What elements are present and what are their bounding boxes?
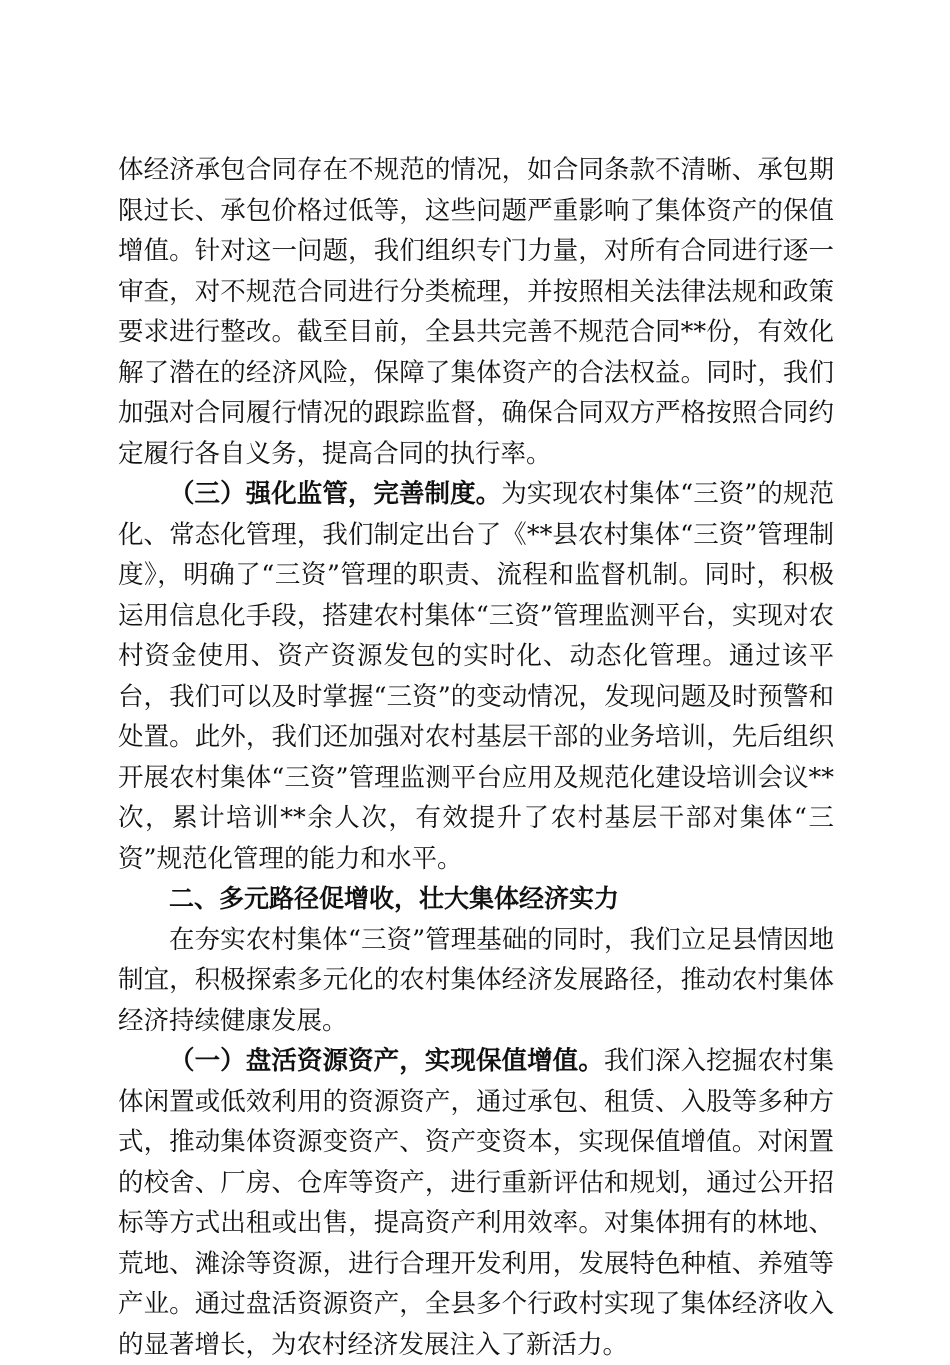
section-1-text: 我们深入挖掘农村集体闲置或低效利用的资源资产，通过承包、租赁、入股等多种方式，推动集体资源变资产、资产变资本，实现保值增值。对闲置的校舍、厂房、仓库等资产，进行重新评估和规划，通过公开招标等方式出租或出售，提高资产利用效率。对集体拥有的林地、荒地、滩涂等资源，进行合理开发利用，发展特色种植、养殖等产业。通过盘活资源资产，全县多个行政村实现了集体经济收入的显著增长，为农村经济发展注入了新活力。 [118, 1046, 834, 1360]
section-3-title: （三）强化监管，完善制度。 [169, 479, 502, 509]
paragraph-supervision [118, 474, 834, 879]
section-1-title: （一）盘活资源资产，实现保值增值。 [169, 1046, 604, 1076]
section-3-text: 为实现农村集体“三资”的规范化、常态化管理，我们制定出台了《**县农村集体“三资”管理制度》，明确了“三资”管理的职责、流程和监督机制。同时，积极运用信息化手段，搭建农村集体“三资”管理监测平台，实现对农村资金使用、资产资源发包的实时化、动态化管理。通过该平台，我们可以及时掌握“三资”的变动情况，发现问题及时预警和处置。此外，我们还加强对农村基层干部的业务培训，先后组织开展农村集体“三资”管理监测平台应用及规范化建设培训会议**次，累计培训**余人次，有效提升了农村基层干部对集体“三资”规范化管理的能力和水平。 [118, 479, 834, 874]
document-body [118, 150, 834, 1365]
section-heading-2: 二、多元路径促增收，壮大集体经济实力 [169, 884, 620, 913]
paragraph-intro-2: 在夯实农村集体“三资”管理基础的同时，我们立足县情因地制宜，积极探索多元化的农村集体经济发展路径，推动农村集体经济持续健康发展。 [118, 924, 834, 1036]
paragraph-asset-revitalization [118, 1041, 834, 1365]
paragraph-contract-review: 体经济承包合同存在不规范的情况，如合同条款不清晰、承包期限过长、承包价格过低等，这些问题严重影响了集体资产的保值增值。针对这一问题，我们组织专门力量，对所有合同进行逐一审查，对不规范合同进行分类梳理，并按照相关法律法规和政策要求进行整改。截至目前，全县共完善不规范合同**份，有效化解了潜在的经济风险，保障了集体资产的合法权益。同时，我们加强对合同履行情况的跟踪监督，确保合同双方严格按照合同约定履行各自义务，提高合同的执行率。 [118, 155, 834, 469]
